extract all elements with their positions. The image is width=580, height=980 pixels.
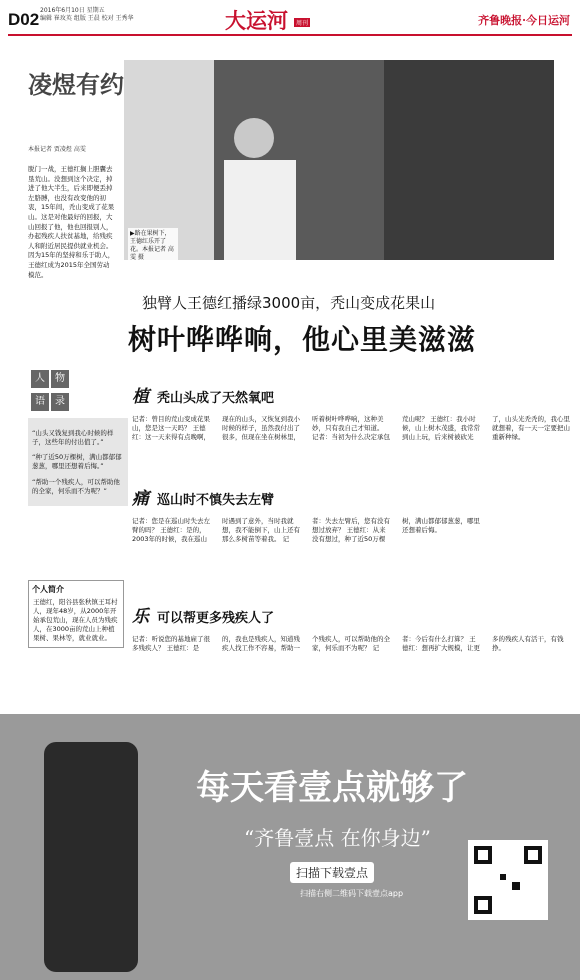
- section-title-text: 可以帮更多残疾人了: [157, 611, 275, 626]
- quote: “帮助一个残疾人，可以帮助他的全家，何乐而不为呢？”: [32, 477, 120, 495]
- quotes-box: [28, 418, 128, 506]
- subheadline: 独臂人王德红播绿3000亩，秃山变成花果山: [142, 294, 436, 312]
- newspaper-name: 齐鲁晚报·今日运河: [478, 14, 570, 27]
- tag-char: 物: [51, 370, 69, 388]
- section-title-text: 秃山头成了天然氧吧: [157, 391, 275, 406]
- ad-subtitle: “齐鲁壹点 在你身边”: [244, 826, 431, 850]
- section-body: 记者：您是在巡山时失去左臂的吗？ 王德红：是的，2003年的时候，我在巡山时遇到了意外，当时我就想，我不能倒下，山上还有那么多树苗等着我。 记者：失去左臂后，您有没有想过放弃？ 王德红：从来没有想过，种了近50万棵树，满山都郁郁葱葱，哪里还想着后悔。: [132, 517, 480, 543]
- profile-body: 王德红，阳谷县张秋镇王耳村人，现年48岁，从2000年开始承包荒山，现在人员为残疾人，在3000亩的荒山上种植果树、果林等，就业就业。: [33, 598, 118, 642]
- section-2: [132, 484, 572, 587]
- brand-tag: 周刊: [296, 20, 309, 27]
- section-title: [132, 382, 572, 407]
- ad-headline: 每天看壹点就够了: [196, 768, 468, 808]
- section-body: 记者：听说您的基地雇了很多残疾人？ 王德红：是的，我也是残疾人，知道残疾人找工作不容易，帮助一个残疾人，可以帮助他的全家，何乐而不为呢？ 记者：今后有什么打算？ 王德红：想再扩大规模，让更多的残疾人有活干，有钱挣。: [132, 635, 564, 652]
- tag-char: 语: [31, 393, 49, 411]
- section-char: 乐: [132, 607, 149, 627]
- quote: “山头又钱复到我心时候的样子，这些年的付出值了。”: [32, 428, 114, 446]
- byline: 本报记者 贾凌煜 高雯: [28, 146, 86, 153]
- section-body: 记者：曾目的荒山变成花果山，您是这一天吗？ 王德红：这一天来得有点晚啊，现在的山头，又恢复到我小时候的样子，虽然我付出了很多，但现在坐在树林里，听着树叶哗哗响，这种美妙，只有我自己才知道。 记者：当初为什么决定承包荒山呢？ 王德红：我小时候，山上树木茂盛，我常常到山上玩，后来树被砍光了，山头光秃秃的，我心里就想着，有一天一定要把山重新种绿。: [132, 415, 570, 441]
- phone-graphic: [44, 742, 138, 972]
- section-char: 痛: [132, 489, 149, 509]
- tag-char: 人: [31, 370, 49, 388]
- section-title: [132, 602, 572, 627]
- tag-char: 录: [51, 393, 69, 411]
- lede-text: 脱门一战，王德红搁上胆囊去垦荒山。没想到这个决定，掉进了他大半生，后来即便丢掉左胳膊，也没有改变他的初衷，15年间，秃山变成了花果山。这是对他最好的回报，大山回报了他，他也回报别人，办起残疾人扶贫基地，给残疾人和附近居民提供就业机会。因为15年的坚持和乐于助人，王德红成为2015年全国劳动模范。: [28, 165, 115, 279]
- section-3: [132, 602, 572, 705]
- section-char: 植: [132, 387, 149, 407]
- qr-code[interactable]: [468, 840, 548, 920]
- quote: “种了近50万棵树，满山都郁郁葱葱，哪里还想着后悔。”: [32, 453, 122, 470]
- issue-date-text: 2016年6月10日 星期五: [40, 7, 105, 14]
- editor-line: 编辑 崔玫英 组版 王晨 校对 王秀华: [40, 15, 134, 22]
- section-title-text: 巡山时不慎失去左臂: [157, 493, 275, 508]
- profile-title: 个人简介: [32, 585, 64, 594]
- main-photo: [124, 60, 554, 260]
- page-number: D02: [8, 10, 40, 29]
- photo-caption: ▶路在果树下，王德红乐开了花。本报记者 高雯 摄: [128, 228, 178, 264]
- profile-box: [28, 580, 124, 648]
- section-title: [132, 484, 572, 509]
- headline: 树叶哗哗响，他心里美滋滋: [128, 323, 477, 356]
- issue-date: [40, 7, 134, 23]
- column-logo-text: 凌煜有约: [28, 70, 124, 99]
- photo-svg: [124, 60, 554, 260]
- qr-code-svg: [468, 840, 548, 920]
- brand-logo: 大运河: [225, 8, 288, 33]
- quotes-tags: [30, 366, 118, 412]
- section-1: [132, 382, 572, 471]
- ad-small-text: 扫描右侧二维码下载壹点app: [300, 889, 404, 898]
- download-button[interactable]: 扫描下载壹点: [290, 862, 374, 883]
- header-rule: [8, 34, 572, 36]
